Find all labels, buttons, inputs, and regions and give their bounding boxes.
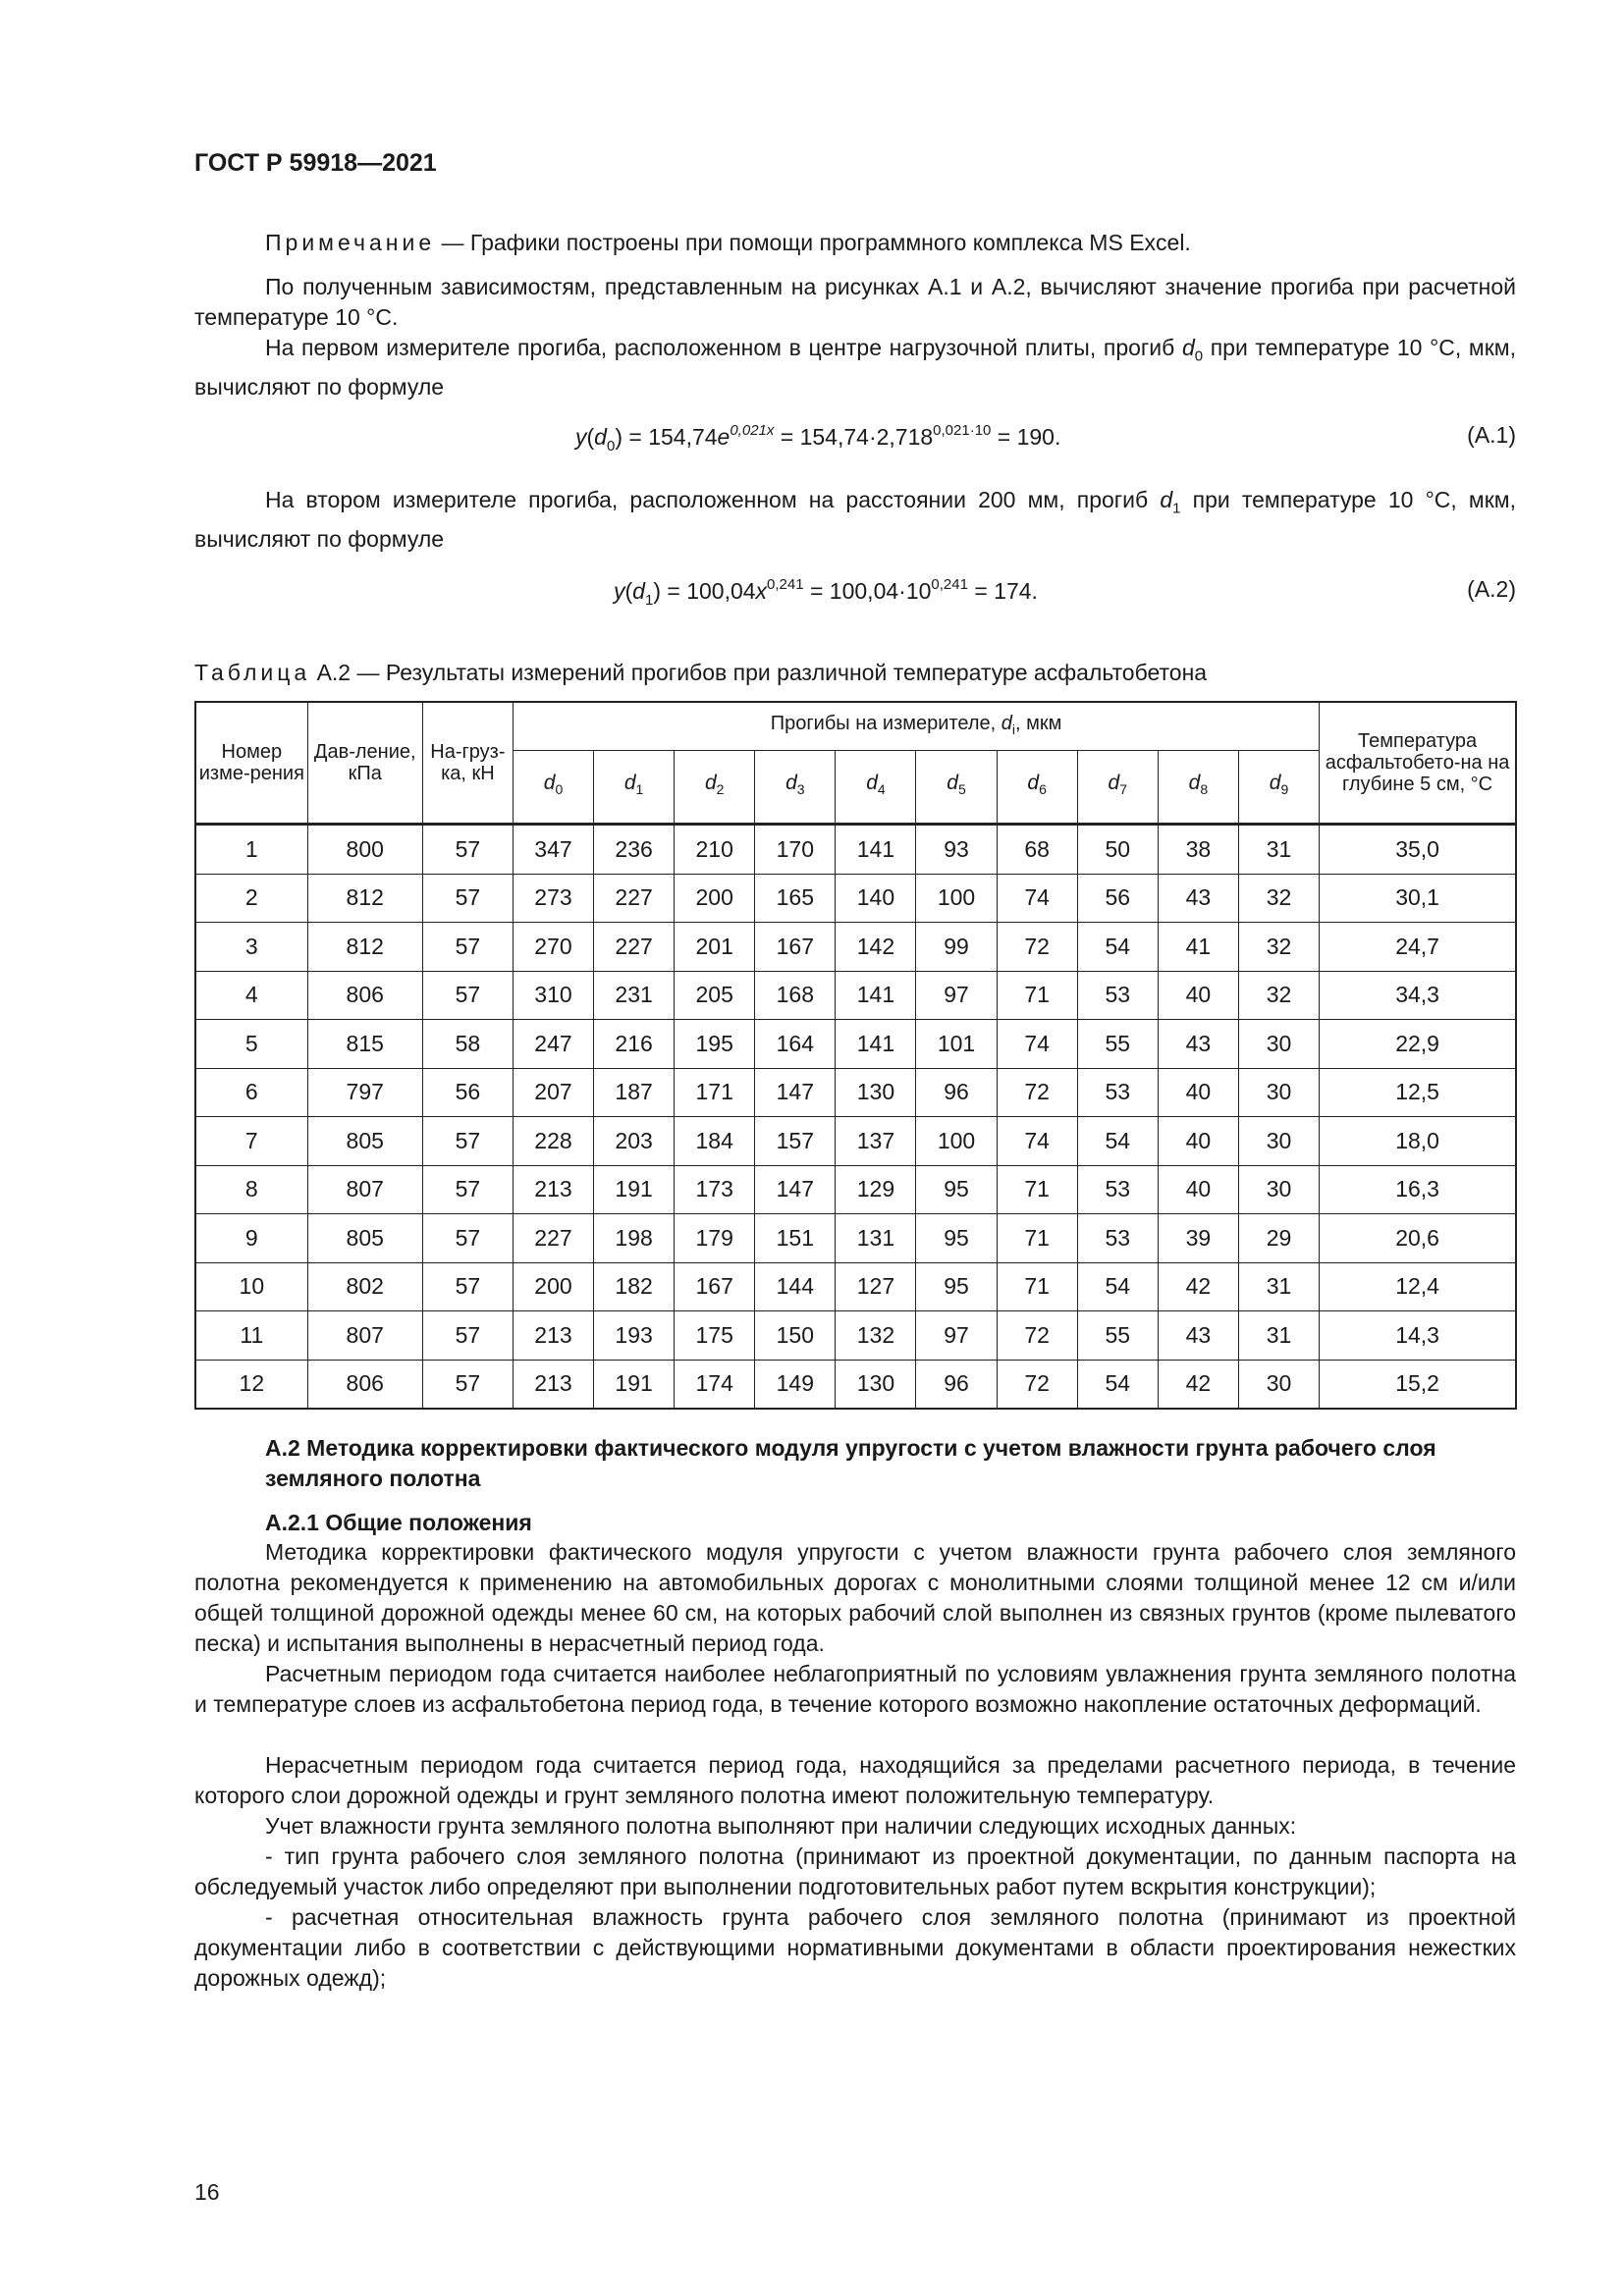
table-cell: 57 [422,923,513,972]
table-cell: 40 [1158,1068,1238,1117]
table-cell: 3 [195,923,307,972]
table-cell: 57 [422,971,513,1020]
table-cell: 71 [997,1262,1077,1311]
table-cell: 50 [1077,825,1158,875]
table-cell: 57 [422,1311,513,1361]
table-cell: 31 [1238,1262,1319,1311]
table-cell: 30 [1238,1360,1319,1409]
table-cell: 40 [1158,1117,1238,1166]
header-d3: $d_3$ [755,751,836,825]
table-cell: 29 [1238,1214,1319,1263]
header-number: Номер изме-рения [195,702,307,825]
table-cell: 57 [422,1214,513,1263]
table-cell: 797 [307,1068,422,1117]
table-cell: 213 [513,1165,593,1214]
table-cell: 43 [1158,1311,1238,1361]
table-cell: 1 [195,825,307,875]
table-row [195,874,1516,923]
table-cell: 191 [594,1165,675,1214]
table-cell: 227 [594,874,675,923]
table-cell: 141 [836,1020,916,1069]
table-cell: 74 [997,874,1077,923]
table-cell: 74 [997,1020,1077,1069]
table-cell: 96 [916,1068,997,1117]
table-cell: 195 [675,1020,755,1069]
table-cell: 11 [195,1311,307,1361]
table-cell: 12,5 [1320,1068,1516,1117]
table-cell: 270 [513,923,593,972]
table-cell: 32 [1238,971,1319,1020]
table-cell: 168 [755,971,836,1020]
note-label: Примечание [265,230,436,255]
table-row [195,1262,1516,1311]
table-cell: 165 [755,874,836,923]
table-cell: 806 [307,1360,422,1409]
table-cell: 57 [422,874,513,923]
table-cell: 16,3 [1320,1165,1516,1214]
table-cell: 55 [1077,1311,1158,1361]
table-cell: 805 [307,1214,422,1263]
table-cell: 173 [675,1165,755,1214]
table-cell: 227 [594,923,675,972]
table-cell: 15,2 [1320,1360,1516,1409]
table-cell: 41 [1158,923,1238,972]
table-cell: 30 [1238,1165,1319,1214]
table-cell: 43 [1158,1020,1238,1069]
table-cell: 191 [594,1360,675,1409]
table-cell: 99 [916,923,997,972]
section-paragraph: Учет влажности грунта земляного полотна выполняют при наличии следующих исходных данных: [265,1813,1297,1839]
table-cell: 231 [594,971,675,1020]
table-cell: 93 [916,825,997,875]
header-d6: $d_6$ [997,751,1077,825]
section-paragraph: - тип грунта рабочего слоя земляного полотна (принимают из проектной документации, по данным паспорта на обследуемый участок либо определяют при выполнении подготовительных работ путем вскрытия конструкции); [194,1843,1516,1899]
table-cell: 132 [836,1311,916,1361]
table-cell: 30,1 [1320,874,1516,923]
header-d1: $d_1$ [594,751,675,825]
header-d4: $d_4$ [836,751,916,825]
table-cell: 95 [916,1262,997,1311]
table-cell: 2 [195,874,307,923]
paragraph-1: По полученным зависимостям, представленным на рисунках А.1 и А.2, вычисляют значение прогиба при расчетной температуре 10 °С. [194,274,1516,330]
table-cell: 24,7 [1320,923,1516,972]
table-cell: 167 [675,1262,755,1311]
table-cell: 127 [836,1262,916,1311]
table-cell: 34,3 [1320,971,1516,1020]
table-row [195,1020,1516,1069]
table-cell: 40 [1158,971,1238,1020]
table-cell: 95 [916,1165,997,1214]
table-cell: 201 [675,923,755,972]
table-cell: 72 [997,1068,1077,1117]
page-number: 16 [194,2179,220,2205]
document-code: ГОСТ Р 59918—2021 [194,149,437,177]
formula-a1: $y(d_0) = 154,74e^{0,021x} = 154,74\cdot 2,718^{0,021\cdot 10} = 190$. [575,422,1061,454]
table-cell: 200 [513,1262,593,1311]
table-row [195,825,1516,875]
table-cell: 812 [307,923,422,972]
header-pressure: Дав-ление, кПа [307,702,422,825]
table-cell: 56 [422,1068,513,1117]
header-d8: $d_8$ [1158,751,1238,825]
table-row [195,1214,1516,1263]
table-cell: 40 [1158,1165,1238,1214]
table-caption: Таблица А.2 — Результаты измерений прогибов при различной температуре асфальтобетона [194,660,1208,685]
table-cell: 20,6 [1320,1214,1516,1263]
table-cell: 806 [307,971,422,1020]
table-cell: 213 [513,1360,593,1409]
table-row [195,971,1516,1020]
formula-a2: $y(d_1) = 100,04x^{0,241} = 100,04\cdot 10^{0,241} = 174$. [614,576,1038,609]
paragraph-3: На втором измерителе прогиба, расположенном на расстоянии 200 мм, прогиб $d_1$ при температуре 10 °С, мкм, вычисляют по формуле [194,487,1516,552]
table-cell: 12,4 [1320,1262,1516,1311]
table-cell: 812 [307,874,422,923]
table-cell: 151 [755,1214,836,1263]
table-cell: 807 [307,1165,422,1214]
table-row [195,923,1516,972]
table-cell: 170 [755,825,836,875]
table-cell: 57 [422,1360,513,1409]
table-cell: 149 [755,1360,836,1409]
table-cell: 198 [594,1214,675,1263]
table-cell: 137 [836,1117,916,1166]
table-cell: 210 [675,825,755,875]
header-load: На-груз-ка, кН [422,702,513,825]
table-cell: 72 [997,1360,1077,1409]
table-cell: 171 [675,1068,755,1117]
table-cell: 57 [422,1165,513,1214]
table-cell: 129 [836,1165,916,1214]
table-cell: 56 [1077,874,1158,923]
table-cell: 147 [755,1165,836,1214]
table-cell: 30 [1238,1020,1319,1069]
table-cell: 101 [916,1020,997,1069]
table-cell: 164 [755,1020,836,1069]
table-cell: 802 [307,1262,422,1311]
table-cell: 54 [1077,923,1158,972]
table-cell: 96 [916,1360,997,1409]
table-cell: 9 [195,1214,307,1263]
table-cell: 4 [195,971,307,1020]
table-cell: 273 [513,874,593,923]
table-cell: 55 [1077,1020,1158,1069]
table-cell: 22,9 [1320,1020,1516,1069]
table-cell: 130 [836,1360,916,1409]
table-cell: 72 [997,923,1077,972]
deflection-table [194,701,1517,1410]
table-cell: 42 [1158,1262,1238,1311]
table-cell: 150 [755,1311,836,1361]
table-cell: 97 [916,1311,997,1361]
table-cell: 236 [594,825,675,875]
table-cell: 228 [513,1117,593,1166]
table-cell: 807 [307,1311,422,1361]
table-cell: 800 [307,825,422,875]
table-cell: 95 [916,1214,997,1263]
table-cell: 805 [307,1117,422,1166]
section-paragraph: Расчетным периодом года считается наиболее неблагоприятный по условиям увлажнения грунта земляного полотна и температуре слоев из асфальтобетона период года, в течение которого возможно накопление остаточных деформаций. [194,1661,1516,1717]
table-cell: 18,0 [1320,1117,1516,1166]
table-cell: 347 [513,825,593,875]
table-cell: 72 [997,1311,1077,1361]
table-cell: 32 [1238,923,1319,972]
table-row [195,1068,1516,1117]
table-cell: 100 [916,874,997,923]
table-cell: 200 [675,874,755,923]
header-d5: $d_5$ [916,751,997,825]
table-row [195,1117,1516,1166]
table-cell: 142 [836,923,916,972]
paragraph-2: На первом измерителе прогиба, расположенном в центре нагрузочной плиты, прогиб $d_0$ при температуре 10 °С, мкм, вычисляют по формуле [194,335,1516,400]
table-cell: 31 [1238,825,1319,875]
table-cell: 71 [997,1214,1077,1263]
table-cell: 141 [836,971,916,1020]
table-cell: 310 [513,971,593,1020]
section-paragraph: - расчетная относительная влажность грунта рабочего слоя земляного полотна (принимают из проектной документации либо в соответствии с действующими нормативными документами в области проектирования нежестких дорожных одежд); [194,1904,1516,1991]
table-row [195,1360,1516,1409]
table-cell: 57 [422,825,513,875]
table-cell: 12 [195,1360,307,1409]
section-a2-title: А.2 Методика корректировки фактического модуля упругости с учетом влажности грунта рабочего слоя земляного полотна [265,1435,1436,1491]
table-cell: 53 [1077,1165,1158,1214]
table-cell: 38 [1158,825,1238,875]
table-cell: 187 [594,1068,675,1117]
table-cell: 30 [1238,1117,1319,1166]
header-d9: $d_9$ [1238,751,1319,825]
table-cell: 97 [916,971,997,1020]
table-cell: 57 [422,1262,513,1311]
table-cell: 147 [755,1068,836,1117]
table-cell: 144 [755,1262,836,1311]
header-d0: $d_0$ [513,751,593,825]
section-a21-title: А.2.1 Общие положения [265,1510,532,1535]
table-cell: 35,0 [1320,825,1516,875]
section-paragraph: Методика корректировки фактического модуля упругости с учетом влажности грунта рабочего слоя земляного полотна рекомендуется к применению на автомобильных дорогах с монолитными слоями толщиной менее 12 см и/или общей толщиной дорожной одежды менее 60 см, на которых рабочий слой выполнен из связных грунтов (кроме пылеватого песка) и испытания выполнены в нерасчетный период года. [194,1539,1516,1656]
table-cell: 227 [513,1214,593,1263]
table-cell: 157 [755,1117,836,1166]
section-paragraph: Нерасчетным периодом года считается период года, находящийся за пределами расчетного периода, в течение которого слои дорожной одежды и грунт земляного полотна имеют положительную температуру. [194,1752,1516,1808]
table-cell: 54 [1077,1262,1158,1311]
table-cell: 71 [997,1165,1077,1214]
table-cell: 815 [307,1020,422,1069]
table-cell: 205 [675,971,755,1020]
table-row [195,1311,1516,1361]
formula-a2-number: (А.2) [1467,576,1516,602]
table-cell: 58 [422,1020,513,1069]
table-cell: 71 [997,971,1077,1020]
table-cell: 175 [675,1311,755,1361]
header-deflections: Прогибы на измерителе, $d_i$, мкм [513,702,1319,751]
table-cell: 213 [513,1311,593,1361]
table-cell: 140 [836,874,916,923]
table-cell: 53 [1077,971,1158,1020]
table-cell: 31 [1238,1311,1319,1361]
table-cell: 167 [755,923,836,972]
table-cell: 5 [195,1020,307,1069]
table-cell: 42 [1158,1360,1238,1409]
table-cell: 57 [422,1117,513,1166]
header-temperature: Температура асфальтобето-на на глубине 5 см, °С [1320,702,1516,825]
table-cell: 141 [836,825,916,875]
table-cell: 53 [1077,1214,1158,1263]
table-cell: 193 [594,1311,675,1361]
table-cell: 130 [836,1068,916,1117]
table-cell: 54 [1077,1360,1158,1409]
table-cell: 203 [594,1117,675,1166]
table-cell: 7 [195,1117,307,1166]
table-cell: 207 [513,1068,593,1117]
table-cell: 54 [1077,1117,1158,1166]
table-cell: 247 [513,1020,593,1069]
table-row [195,1165,1516,1214]
table-cell: 30 [1238,1068,1319,1117]
table-cell: 43 [1158,874,1238,923]
header-d7: $d_7$ [1077,751,1158,825]
table-cell: 131 [836,1214,916,1263]
table-cell: 6 [195,1068,307,1117]
table-cell: 32 [1238,874,1319,923]
table-cell: 8 [195,1165,307,1214]
table-cell: 53 [1077,1068,1158,1117]
header-d2: $d_2$ [675,751,755,825]
table-cell: 216 [594,1020,675,1069]
table-cell: 10 [195,1262,307,1311]
formula-a1-number: (А.1) [1467,422,1516,448]
table-cell: 39 [1158,1214,1238,1263]
table-cell: 184 [675,1117,755,1166]
note-text: — Графики построены при помощи программного комплекса MS Excel. [435,230,1191,255]
table-cell: 68 [997,825,1077,875]
table-cell: 14,3 [1320,1311,1516,1361]
table-cell: 74 [997,1117,1077,1166]
table-cell: 100 [916,1117,997,1166]
table-cell: 182 [594,1262,675,1311]
note-paragraph [194,228,1516,258]
table-cell: 174 [675,1360,755,1409]
table-cell: 179 [675,1214,755,1263]
